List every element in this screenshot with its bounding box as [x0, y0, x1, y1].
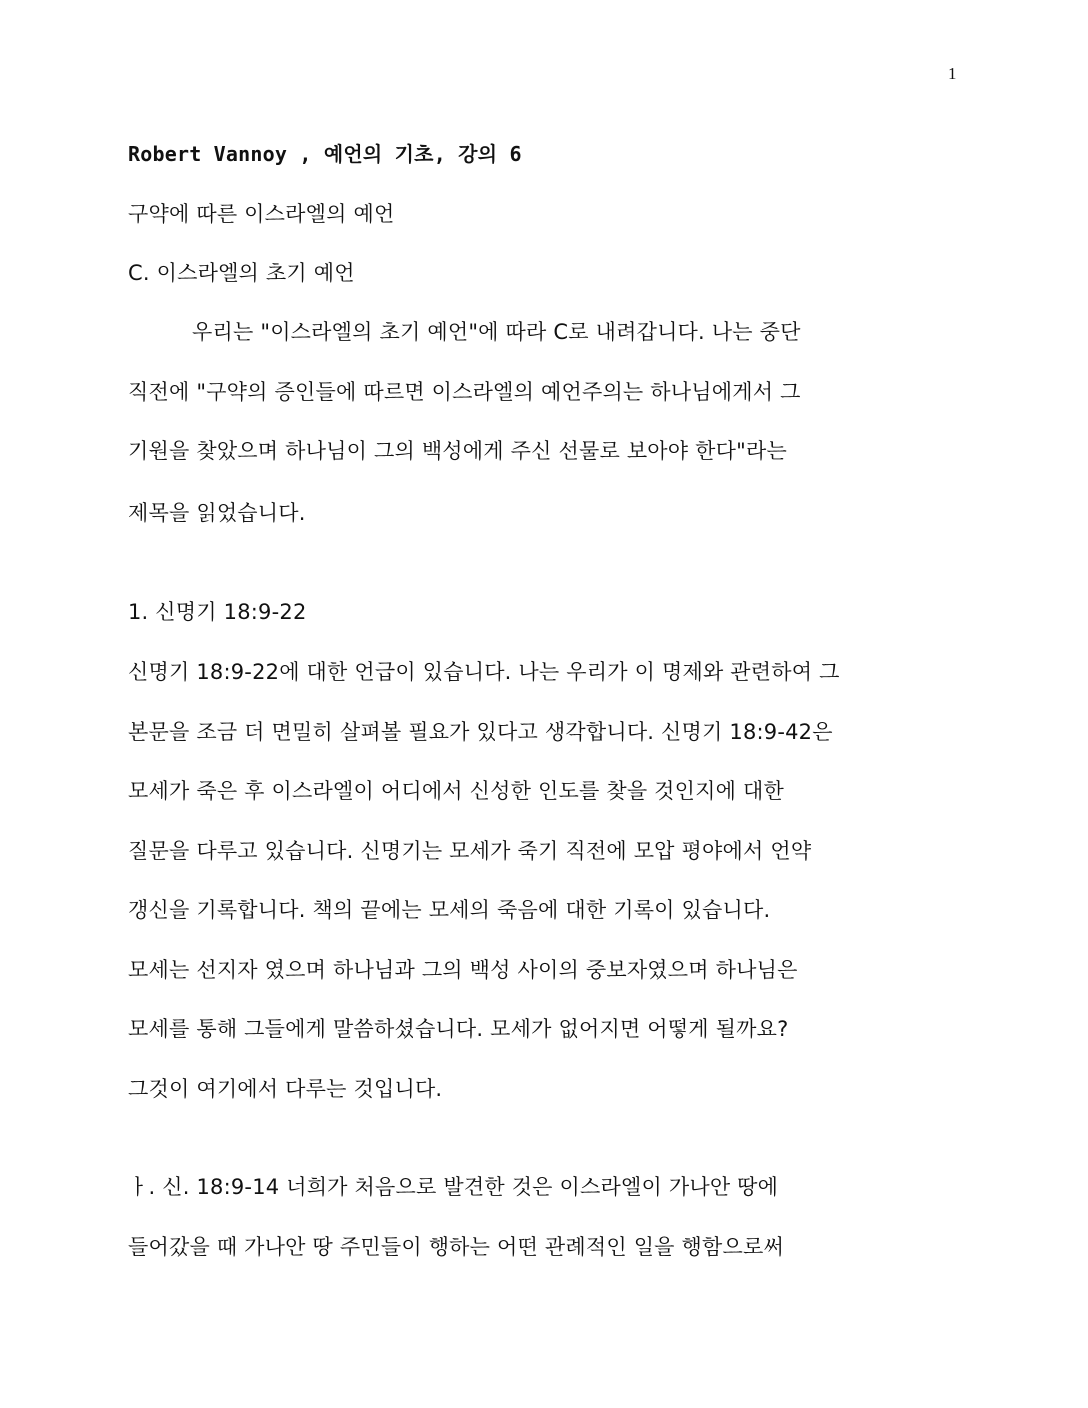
paragraph-line: 그것이 여기에서 다루는 것입니다.: [128, 1077, 443, 1101]
page-number: 1: [948, 64, 957, 83]
paragraph-line: 질문을 다루고 있습니다. 신명기는 모세가 죽기 직전에 모압 평야에서 언약: [128, 839, 812, 863]
paragraph-line: 본문을 조금 더 면밀히 살펴볼 필요가 있다고 생각합니다. 신명기 18:9-42은: [128, 720, 833, 744]
paragraph-line: 직전에 "구약의 증인들에 따르면 이스라엘의 예언주의는 하나님에게서 그: [128, 380, 801, 404]
paragraph-line: ㅏ. 신. 18:9-14 너희가 처음으로 발견한 것은 이스라엘이 가나안 땅에: [128, 1175, 779, 1199]
paragraph-line: 제목을 읽었습니다.: [128, 501, 306, 525]
document-title: Robert Vannoy , 예언의 기초, 강의 6: [128, 142, 522, 166]
paragraph-line: 들어갔을 때 가나안 땅 주민들이 행하는 어떤 관례적인 일을 행함으로써: [128, 1235, 784, 1259]
paragraph-line: 모세가 죽은 후 이스라엘이 어디에서 신성한 인도를 찾을 것인지에 대한: [128, 779, 784, 803]
paragraph-line: 기원을 찾았으며 하나님이 그의 백성에게 주신 선물로 보아야 한다"라는: [128, 439, 787, 463]
paragraph-line: 우리는 "이스라엘의 초기 예언"에 따라 C로 내려갑니다. 나는 중단: [192, 320, 801, 344]
paragraph-line: 모세는 선지자 였으며 하나님과 그의 백성 사이의 중보자였으며 하나님은: [128, 958, 798, 982]
subsection-heading: 1. 신명기 18:9-22: [128, 600, 307, 624]
section-heading: C. 이스라엘의 초기 예언: [128, 261, 355, 285]
paragraph-line: 모세를 통해 그들에게 말씀하셨습니다. 모세가 없어지면 어떻게 될까요?: [128, 1017, 789, 1041]
paragraph-line: 신명기 18:9-22에 대한 언급이 있습니다. 나는 우리가 이 명제와 관련하여 그: [128, 660, 840, 684]
document-subtitle: 구약에 따른 이스라엘의 예언: [128, 202, 395, 226]
paragraph-line: 갱신을 기록합니다. 책의 끝에는 모세의 죽음에 대한 기록이 있습니다.: [128, 898, 771, 922]
